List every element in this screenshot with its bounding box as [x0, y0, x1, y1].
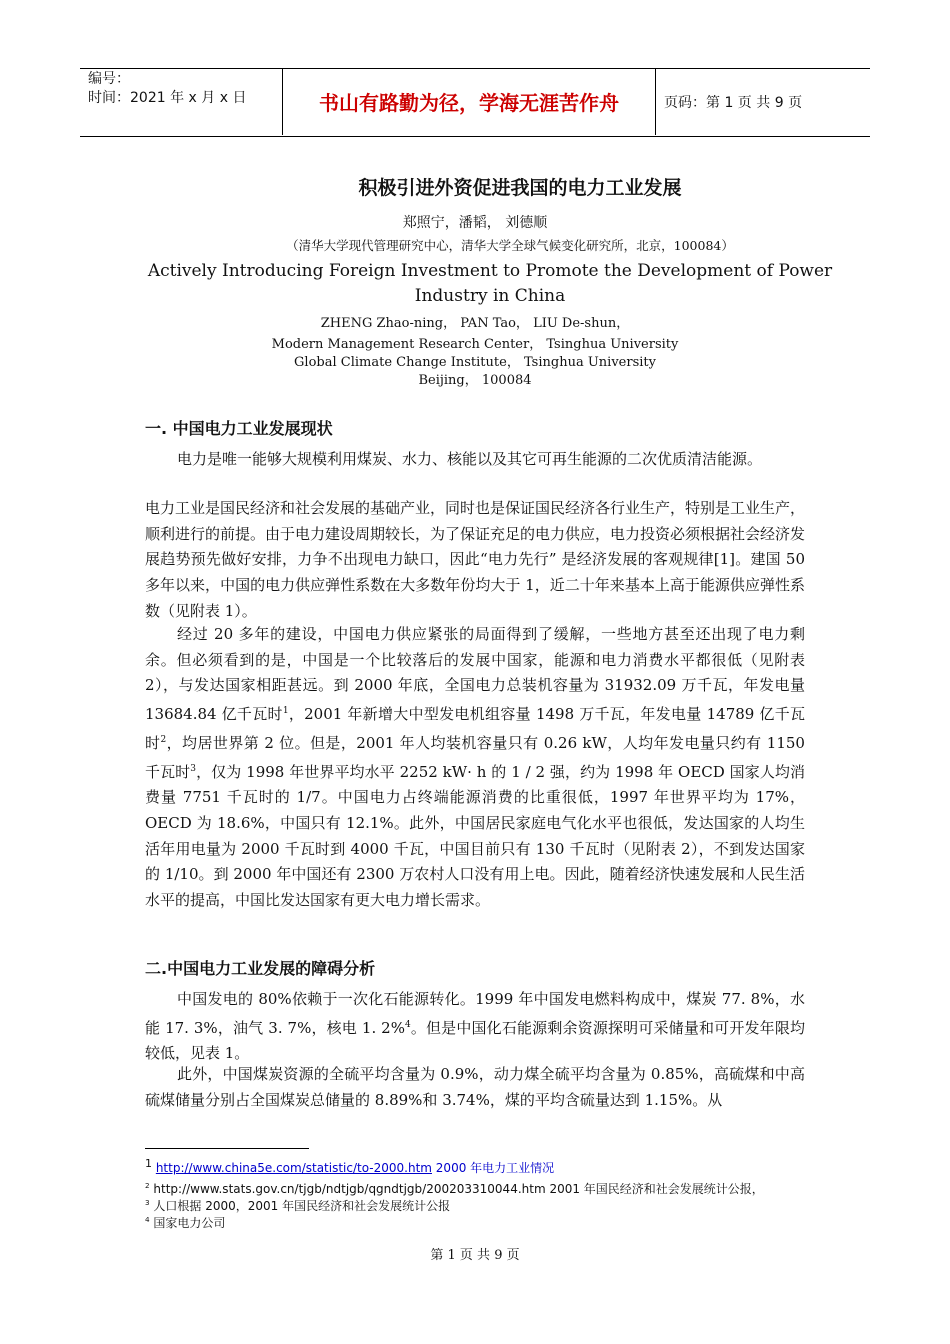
footnote-1-link[interactable]: http://www.china5e.com/statistic/to-2000.htm	[155, 1161, 432, 1175]
footnote-ref-1: 1	[282, 706, 289, 717]
header-meta	[80, 68, 282, 135]
footnote-rule	[145, 1148, 309, 1149]
number-label: 编号：	[88, 71, 130, 87]
section1-paragraph-3: 经过 20 多年的建设，中国电力供应紧张的局面得到了缓解，一些地方甚至还出现了电力剩余。但必须看到的是，中国是一个比较落后的发展中国家，能源和电力消费水平都很低（见附表 2），与发达国家相距甚远。到 2000 年底，全国电力总装机容量为 31932.09 万千瓦，年发电量 13684.84 亿千瓦时$^1$，2001 年新增大中型发电机组容量 1498 万千瓦，年发电量 14789 亿千瓦时$^2$，均居世界第 2 位。但是，2001 年人均装机容量只有 0.26 kW，人均年发电量只约有 1150 千瓦时$^3$，仅为 1998 年世界平均水平 2252 kW· h 的 1 / 2 强，约为 1998 年 OECD 国家人均消费量 7751 千瓦时的 1/7。中国电力占终端能源消费的比重很低，1997 年世界平均为 17%，OECD 为 18.6%，中国只有 12.1%。此外，中国居民家庭电气化水平也很低，发达国家的人均生活年用电量为 2000 千瓦时到 4000 千瓦，中国目前只有 130 千瓦时（见附表 2），不到发达国家的 1/10。到 2000 年中国还有 2300 万农村人口没有用上电。因此，随着经济快速发展和人民生活水平的提高，中国比发达国家有更大电力增长需求。	[145, 625, 805, 910]
header-motto: 书山有路勤为径，学海无涯苦作舟	[319, 91, 619, 115]
affiliation-en-2: Global Climate Change Institute， Tsinghua University	[294, 355, 656, 370]
affiliation-en-3: Beijing， 100084	[418, 373, 532, 388]
authors-cn: 郑照宁，潘韬， 刘德顺	[402, 215, 548, 231]
footnote-ref-2: 2	[160, 734, 167, 745]
footnote-1: $^1$ http://www.china5e.com/statistic/to-2000.htm 2000 年电力工业情况	[145, 1157, 555, 1175]
footnote-ref-4: 4	[404, 1019, 411, 1030]
section1-paragraph-2: 电力工业是国民经济和社会发展的基础产业，同时也是保证国民经济各行业生产，特别是工业生产，顺利进行的前提。由于电力建设周期较长，为了保证充足的电力供应，电力投资必须根据社会经济发展趋势预先做好安排，力争不出现电力缺口，因此“电力先行” 是经济发展的客观规律[1]。建国 50 多年以来，中国的电力供应弹性系数在大多数年份均大于 1，近二十年来基本上高于能源供应弹性系数（见附表 1）。	[145, 499, 806, 620]
paper-title-en: Actively Introducing Foreign Investment to Promote the Development of Power Industry in China	[147, 261, 833, 306]
authors-en: ZHENG Zhao-ning， PAN Tao， LIU De-shun，	[320, 316, 630, 331]
affiliation-en-1: Modern Management Research Center， Tsinghua University	[271, 337, 679, 352]
page-footer: 第 1 页 共 9 页	[430, 1248, 520, 1263]
section1-paragraph-1: 电力是唯一能够大规模利用煤炭、水力、核能以及其它可再生能源的二次优质清洁能源。	[177, 450, 763, 468]
date-label: 时间：2021 年 x 月 x 日	[88, 90, 247, 106]
section2-paragraph-2: 此外，中国煤炭资源的全硫平均含量为 0.9%，动力煤全硫平均含量为 0.85%，高硫煤和中高硫煤储量分别占全国煤炭总储量的 8.89%和 3.74%，煤的平均含硫量达到 1.15%。从	[145, 1065, 805, 1109]
section2-paragraph-1: 中国发电的 80%依赖于一次化石能源转化。1999 年中国发电燃料构成中，煤炭 77. 8%，水能 17. 3%，油气 3. 7%，核电 1. 2%$^4$。但是中国化石能源剩余资源探明可采储量和可开发年限均较低，见表 1。	[145, 990, 805, 1063]
footnote-2: $^2$ http://www.stats.gov.cn/tjgb/ndtjgb/qgndtjgb/200203310044.htm 2001 年国民经济和社会发展统计公报，	[145, 1181, 764, 1196]
section-heading-1: 一. 中国电力工业发展现状	[145, 419, 333, 438]
paper-title-cn: 积极引进外资促进我国的电力工业发展	[358, 177, 682, 199]
affiliation-cn: （清华大学现代管理研究中心，清华大学全球气候变化研究所，北京，100084）	[286, 238, 734, 253]
footnote-3: $^3$ 人口根据 2000，2001 年国民经济和社会发展统计公报	[145, 1198, 451, 1213]
header-page-info: 页码：第 1 页 共 9 页	[664, 94, 803, 111]
section-heading-2: 二.中国电力工业发展的障碍分析	[145, 959, 376, 978]
footnote-4: $^4$ 国家电力公司	[145, 1215, 226, 1230]
footnote-ref-3: 3	[190, 763, 196, 774]
